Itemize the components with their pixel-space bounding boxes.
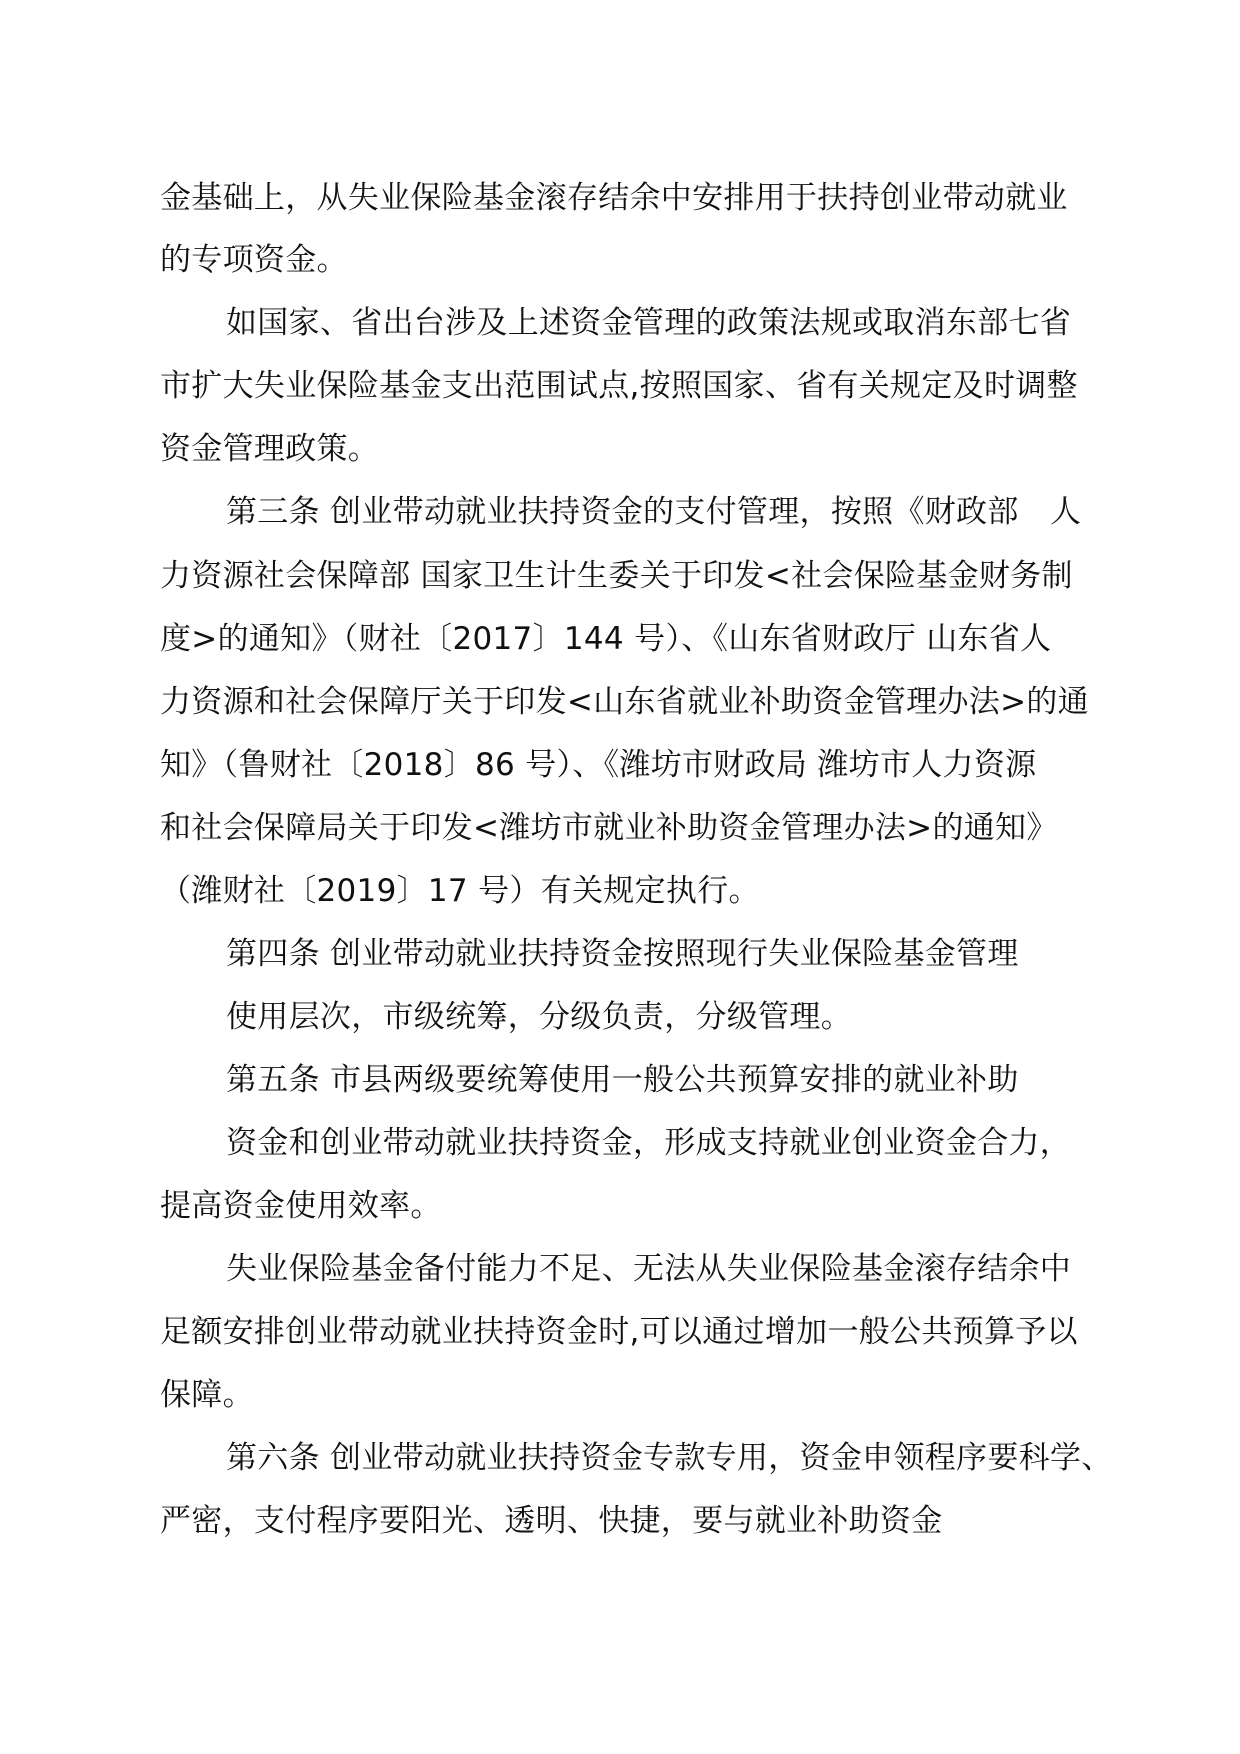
paragraph-start: 失业保险基金备付能力不足、无法从失业保险基金滚存结余中 bbox=[226, 1251, 1072, 1287]
text-line: 足额安排创业带动就业扶持资金时,可以通过增加一般公共预算予以 bbox=[160, 1314, 1078, 1350]
text-line: 资金管理政策。 bbox=[160, 431, 380, 467]
article-5-heading: 第五条 市县两级要统筹使用一般公共预算安排的就业补助 bbox=[226, 1062, 1019, 1098]
text-line: 和社会保障局关于印发<潍坊市就业补助资金管理办法>的通知》 bbox=[160, 810, 1058, 846]
text-line: 资金和创业带动就业扶持资金，形成支持就业创业资金合力， bbox=[226, 1125, 1072, 1161]
article-3-heading: 第三条 创业带动就业扶持资金的支付管理，按照《财政部 人 bbox=[226, 494, 1082, 530]
text-line: 使用层次，市级统筹，分级负责，分级管理。 bbox=[226, 999, 852, 1035]
text-line: 知》（鲁财社〔2018〕86 号）、《潍坊市财政局 潍坊市人力资源 bbox=[160, 747, 1037, 783]
paragraph-start: 如国家、省出台涉及上述资金管理的政策法规或取消东部七省 bbox=[226, 305, 1072, 341]
text-line: 的专项资金。 bbox=[160, 242, 348, 278]
text-line: 严密，支付程序要阳光、透明、快捷，要与就业补助资金 bbox=[160, 1503, 943, 1539]
text-line: 度>的通知》（财社〔2017〕144 号）、《山东省财政厅 山东省人 bbox=[160, 621, 1052, 657]
text-line: 提高资金使用效率。 bbox=[160, 1188, 442, 1224]
text-line: （潍财社〔2019〕17 号）有关规定执行。 bbox=[160, 873, 760, 909]
text-line: 力资源社会保障部 国家卫生计生委关于印发<社会保险基金财务制 bbox=[160, 558, 1073, 594]
text-line: 力资源和社会保障厅关于印发<山东省就业补助资金管理办法>的通 bbox=[160, 684, 1089, 720]
text-line: 金基础上，从失业保险基金滚存结余中安排用于扶持创业带动就业 bbox=[160, 180, 1068, 216]
text-line: 保障。 bbox=[160, 1377, 254, 1413]
article-6-heading: 第六条 创业带动就业扶持资金专款专用，资金申领程序要科学、 bbox=[226, 1440, 1113, 1476]
text-line: 市扩大失业保险基金支出范围试点,按照国家、省有关规定及时调整 bbox=[160, 368, 1078, 404]
article-4-heading: 第四条 创业带动就业扶持资金按照现行失业保险基金管理 bbox=[226, 936, 1019, 972]
